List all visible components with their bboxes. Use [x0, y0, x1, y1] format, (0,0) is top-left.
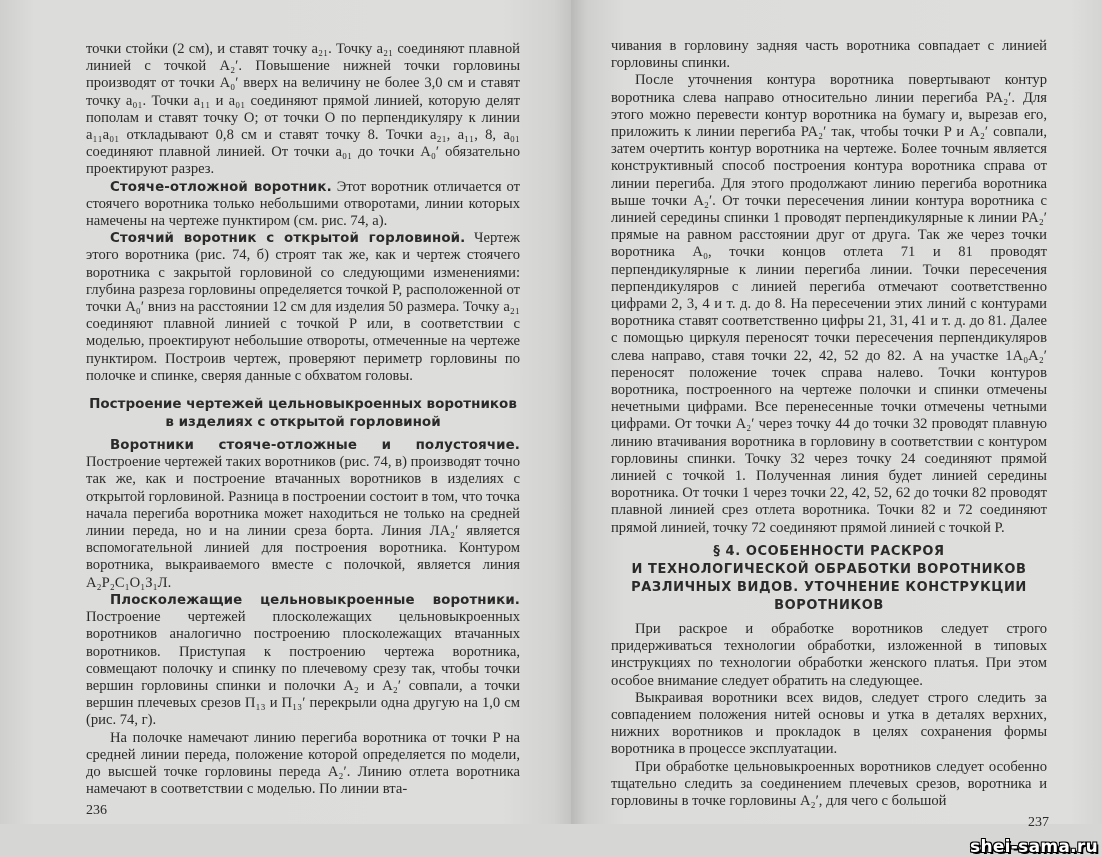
paragraph	[86, 230, 520, 385]
right-page-text	[611, 38, 1047, 810]
paragraph: При обработке цельновыкроенных воротников следует особенно тщательно следить за соединением плечевых срезов, воротника и горловины в точке горловины A₂′, для чего с большой	[611, 758, 1047, 809]
paragraph	[86, 592, 520, 730]
paragraph	[86, 437, 520, 592]
paragraph	[86, 179, 520, 231]
paragraph: После уточнения контура воротника повертывают контур воротника слева направо относительно линии перегиба PA₂′. Для этого можно перевести контур воротника на бумагу и, вырезав его, приложить к линии перегиба PA₂′ так, чтобы точки P и A₂′ совпали, затем очертить контур воротника на чертеже. Более точным является конструктивный способ построения контура воротника справа от линии перегиба. Для этого продолжают линию перегиба воротника выше точки A₂′. От точки пересечения линии контура воротника с линией середины спинки 1 проводят перпендикулярные к линии PA₂′ прямые на равном расстоянии друг от друга. Так же через точки воротника A₀, точки концов отлета 71 и 81 проводят перпендикулярные к линии перегиба линии. Точки пересечения перпендикуляров с линией перегиба отмечают соответственно цифрами 2, 3, 4 и т. д. до 8. На пересечении этих линий с контурами воротника ставят соответственно цифры 21, 31, 41 и т. д. до 81. Далее с помощью циркуля переносят точки пересечения перпендикуляров слева направо, ставя точки 22, 42, 52 до 82. А на участке 1A₀A₂′ переносят положение точек справа налево. Точки контуров воротника, построенного на чертеже полочки и спинки отмечены нечетными цифрами. Все перенесенные точки отмечены четными цифрами. От точки A₂′ через точку 44 до точки 32 проводят плавную линию втачивания воротника в горловину в соответствии с контуром горловины спинки. Точку 32 через точку 24 соединяют прямой линией с точкой 1. Полученная линия будет линией середины воротника. От точки 1 через точки 22, 42, 52, 62 до точки 82 проводят плавной линией срез отлета воротника. Точки 82 и 72 соединяют прямой линией, точку 72 соединяют прямой линией с точкой P.	[611, 72, 1047, 536]
section-heading-line: § 4. ОСОБЕННОСТИ РАСКРОЯ	[713, 543, 945, 559]
run-in-heading: Плосколежащие цельновыкроенные воротники.	[110, 592, 520, 608]
left-page	[0, 0, 571, 824]
run-in-heading: Стояче-отложной воротник.	[110, 179, 332, 195]
paragraph-text: Построение чертежей плосколежащих цельновыкроенных воротников аналогично построению плосколежащих втачанных воротников. Приступая к построению чертежа воротника, совмещают полочку и спинку по плечевому срезу так, чтобы точки вершин горловины спинки и полочки A₂ и A₂′ совпали, а точки вершин плечевых срезов П₁₃ и П₁₃′ перекрыли одна другую на 1,0 см (рис. 74, г).	[86, 609, 520, 729]
subheading: Построение чертежей цельновыкроенных воротников в изделиях с открытой горловиной	[89, 396, 517, 431]
run-in-heading: Стоячий воротник с открытой горловиной.	[110, 231, 466, 247]
watermark-logo: shei-sama.ru	[970, 837, 1098, 857]
paragraph-text: Чертеж этого воротника (рис. 74, б) строят так же, как и чертеж стоячего воротника с закрытой горловиной со следующими изменениями: глубина разреза горловины определяется точкой P, расположенной от точки A₀′ вниз на расстоянии 12 см для изделия 50 размера. Точку a₂₁ соединяют плавной линией с точкой P или, в соответствии с моделью, проектируют небольшие отвороты, отмеченные на чертеже пунктиром. Построив чертеж, проверяют периметр горловины по полочке и спинке, сверяя данные с обхватом головы.	[86, 230, 520, 384]
run-in-heading: Воротники стояче-отложные и полустоячие.	[110, 438, 520, 454]
section-heading-line: И ТЕХНОЛОГИЧЕСКОЙ ОБРАБОТКИ ВОРОТНИКОВ	[631, 561, 1027, 577]
paragraph-text: На полочке намечают линию перегиба воротника от точки P на средней линии переда, положение которой определяется по модели, до высшей точке горловины переда A₂′. Линию отлета воротника намечают в соответствии с моделью. По линии вта-	[86, 729, 520, 798]
page-number: 237	[1028, 815, 1049, 830]
section-heading	[611, 543, 1047, 615]
paragraph-text: Построение чертежей таких воротников (рис. 74, в) производят точно так же, как и построение втачанных воротников в изделиях с открытой горловиной. Разница в построении состоит в том, что точка начала перегиба воротника может находиться не только на средней линии переда, но и на линии среза борта. Линия ЛA₂′ является вспомогательной линией для построения воротника. Контуром воротника, выкраиваемого вместе с полочкой, является линия A₂P₂C₁O₁З₁Л.	[86, 454, 520, 591]
page-number: 236	[86, 803, 107, 818]
right-page	[571, 0, 1102, 857]
paragraph: Выкраивая воротники всех видов, следует строго следить за совпадением положения нитей основы и утка в деталях верхних, нижних воротников и прокладок в целях сохранения формы воротника в процессе эксплуатации.	[611, 689, 1047, 758]
paragraph	[86, 41, 520, 179]
section-heading-line: РАЗЛИЧНЫХ ВИДОВ. УТОЧНЕНИЕ КОНСТРУКЦИИ ВОРОТНИКОВ	[631, 579, 1027, 613]
paragraph-text: Этот воротник отличается от стоячего воротника только небольшими отворотами, линии которых намечены на чертеже пунктиром (см. рис. 74, а).	[86, 178, 520, 230]
paragraph: чивания в горловину задняя часть воротника совпадает с линией горловины спинки.	[611, 38, 1047, 72]
left-page-text	[86, 41, 520, 798]
spacer	[86, 385, 520, 389]
paragraph-text: точки стойки (2 см), и ставят точку a₂₁. Точку a₂₁ соединяют плавной линией с точкой A₂′. Повышение нижней точки горловины производят от точки A₀′ вверх на величину не более 3,0 см и ставят точку a₀₁. Точки a₁₁ и a₀₁ соединяют прямой линией, которую делят пополам и ставят точку O; от точки O по перпендикуляру к линии a₁₁a₀₁ откладывают 0,8 см и ставят точку 8. Точки a₂₁, a₁₁, 8, a₀₁ соединяют плавной линией. От точки a₀₁ до точки A₀′ обязательно проектируют разрез.	[86, 41, 520, 178]
paragraph: При раскрое и обработке воротников следует строго придерживаться технологии обработки, изложенной в типовых инструкциях по технологии обработки женского платья. При этом особое внимание следует обратить на следующее.	[611, 620, 1047, 689]
paragraph	[86, 730, 520, 799]
